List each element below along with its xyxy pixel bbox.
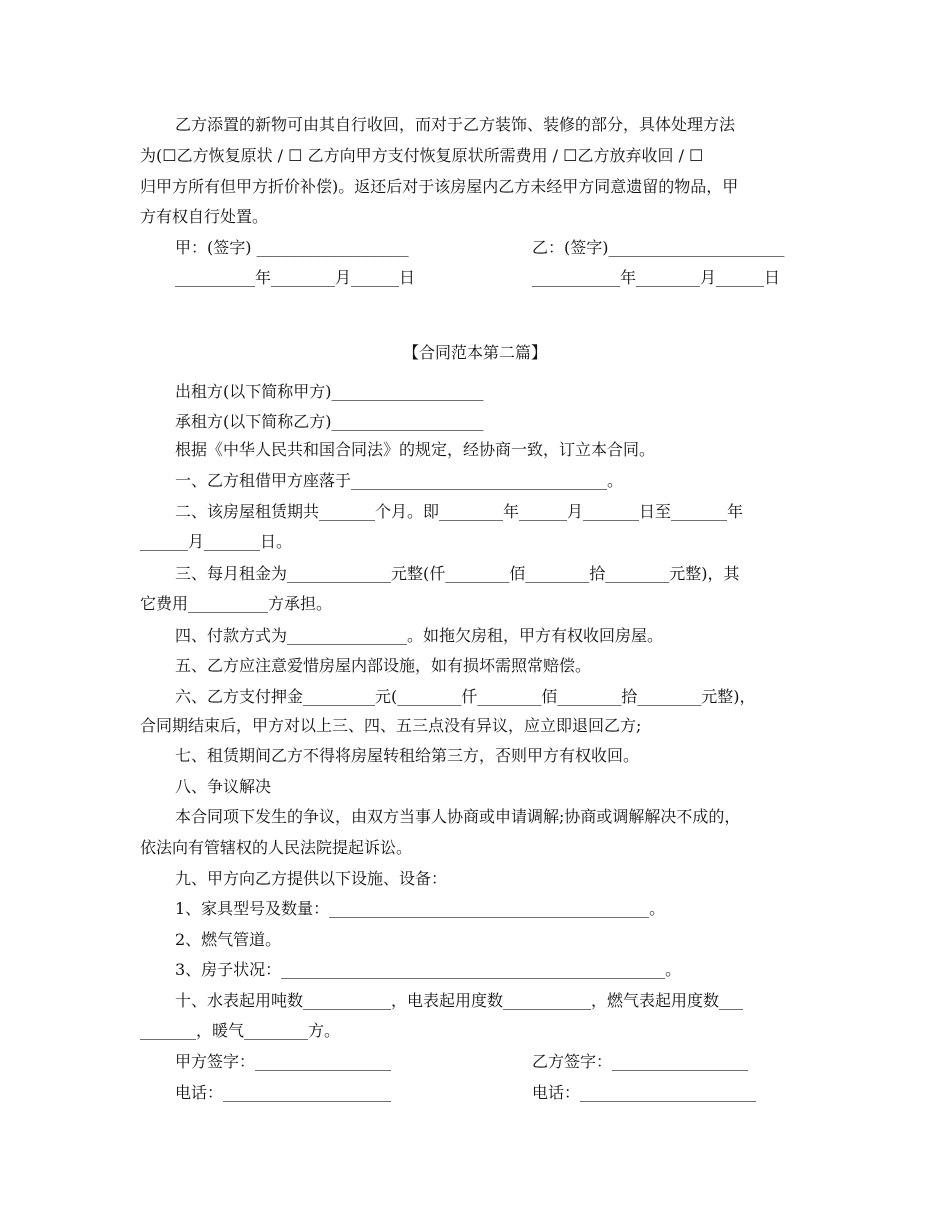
clause-8-heading: 八、争议解决 <box>175 777 272 796</box>
clause-9-item-1: 1、家具型号及数量：________________________________________。 <box>175 899 666 918</box>
phone-tenant: 电话：______________________ <box>532 1083 757 1102</box>
clause-9-item-3: 3、房子状况：________________________________________________。 <box>175 960 682 979</box>
signature-party-b: 乙：(签字)______________________ <box>532 238 785 257</box>
section1-para1-line1: 乙方添置的新物可由其自行收回，而对于乙方装饰、装修的部分，具体处理方法 <box>175 115 736 134</box>
section-title: 【合同范本第二篇】 <box>402 343 547 362</box>
clause-5: 五、乙方应注意爱惜房屋内部设施，如有损坏需照常赔偿。 <box>175 656 592 675</box>
date-party-a: __________年________月______日 <box>175 268 416 287</box>
clause-4: 四、付款方式为_______________。如拖欠房租，甲方有权收回房屋。 <box>175 626 664 645</box>
signature-landlord: 甲方签字：_________________ <box>175 1052 392 1071</box>
date-party-b: ___________年________月______日 <box>532 268 781 287</box>
clause-2-line1: 二、该房屋租赁期共_______个月。即________年______月_______日至_______年 <box>175 502 744 521</box>
lessor-line: 出租方(以下简称甲方)___________________ <box>175 382 484 401</box>
signature-tenant: 乙方签字：_________________ <box>532 1052 749 1071</box>
clause-10-line1: 十、水表起用吨数___________，电表起用度数___________，燃气表起用度数___ <box>175 991 744 1010</box>
intro-line: 根据《中华人民共和国合同法》的规定，经协商一致，订立本合同。 <box>175 440 656 459</box>
section1-para1-line2: 为(☐乙方恢复原状 / ☐ 乙方向甲方支付恢复原状所需费用 / ☐乙方放弃收回 / ☐ <box>140 146 704 165</box>
clause-7: 七、租赁期间乙方不得将房屋转租给第三方，否则甲方有权收回。 <box>175 746 640 765</box>
clause-9-item-2: 2、燃气管道。 <box>175 930 282 949</box>
signature-party-a: 甲：(签字) ___________________ <box>175 238 409 257</box>
clause-8-line1: 本合同项下发生的争议，由双方当事人协商或申请调解;协商或调解解决不成的， <box>175 807 741 826</box>
clause-6-line1: 六、乙方支付押金_________元(________仟________佰________拾________元整)， <box>175 687 756 706</box>
clause-3-line1: 三、每月租金为_____________元整(仟________佰________拾________元整)，其 <box>175 564 740 583</box>
lessee-line: 承租方(以下简称乙方)___________________ <box>175 412 484 431</box>
clause-1: 一、乙方租借甲方座落于________________________________。 <box>175 471 624 490</box>
section1-para1-line4: 方有权自行处置。 <box>140 207 269 226</box>
clause-9-heading: 九、甲方向乙方提供以下设施、设备： <box>175 869 448 888</box>
section1-para1-line3: 归甲方所有但甲方折价补偿)。返还后对于该房屋内乙方未经甲方同意遗留的物品，甲 <box>140 177 739 196</box>
clause-8-line2: 依法向有管辖权的人民法院提起诉讼。 <box>140 838 413 857</box>
clause-6-line2: 合同期结束后，甲方对以上三、四、五三点没有异议，应立即退回乙方; <box>140 716 642 735</box>
clause-2-line2: ______月_______日。 <box>140 532 293 551</box>
clause-3-line2: 它费用__________方承担。 <box>140 594 333 613</box>
clause-10-line2: _______，暖气________方。 <box>140 1021 341 1040</box>
phone-landlord: 电话：_____________________ <box>175 1083 392 1102</box>
